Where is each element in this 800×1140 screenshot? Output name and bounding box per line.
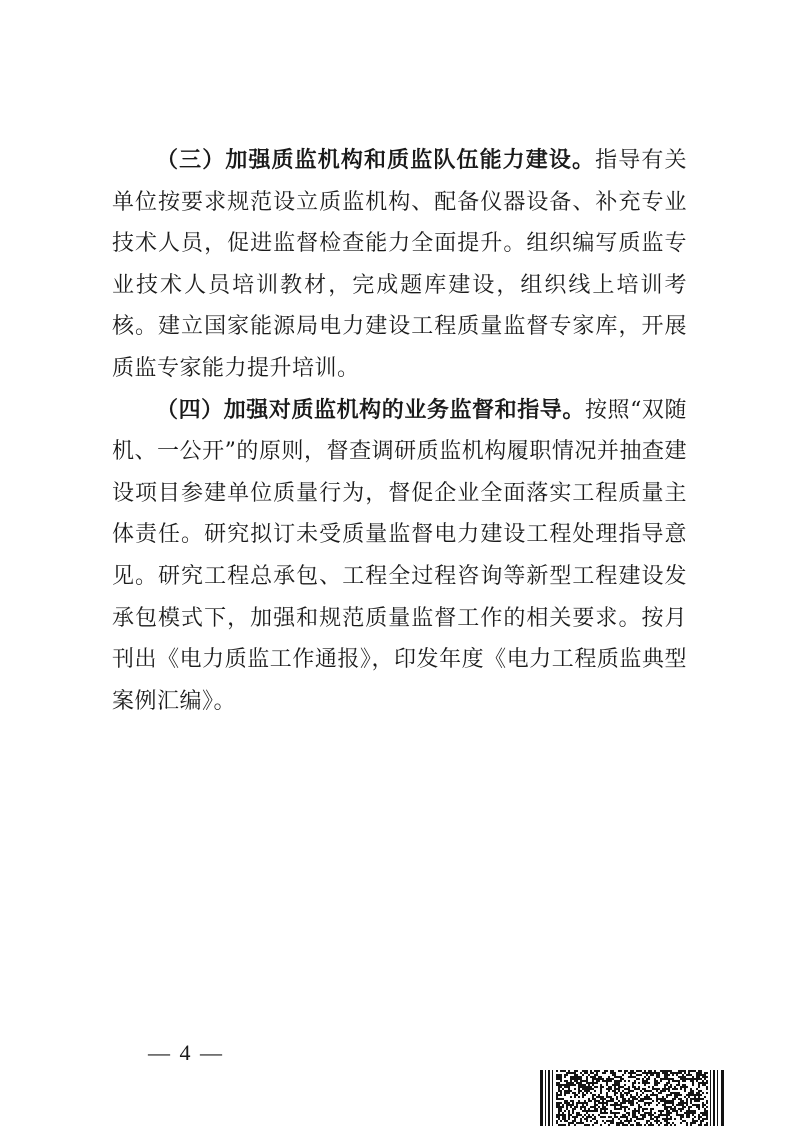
- paragraph-4-text: 按照“双随机、一公开”的原则，督查调研质监机构履职情况并抽查建设项目参建单位质量行为，督促企业全面落实工程质量主体责任。研究拟订未受质量监督电力建设工程处理指导意见。研究工程总承包、工程全过程咨询等新型工程建设发承包模式下，加强和规范质量监督工作的相关要求。按月刊出《电力质监工作通报》，印发年度《电力工程质监典型案例汇编》。: [112, 397, 687, 714]
- paragraph-3: [112, 140, 687, 390]
- paragraph-4-heading: （四）加强对质监机构的业务监督和指导。: [156, 396, 585, 423]
- paragraph-3-text: 指导有关单位按要求规范设立质监机构、配备仪器设备、补充专业技术人员，促进监督检查能力全面提升。组织编写质监专业技术人员培训教材，完成题库建设，组织线上培训考核。建立国家能源局电力建设工程质量监督专家库，开展质监专家能力提升培训。: [112, 148, 687, 381]
- body-text: [112, 140, 687, 722]
- paragraph-4: [112, 390, 687, 723]
- barcode-image: [540, 1070, 725, 1126]
- paragraph-3-heading: （三）加强质监机构和质监队伍能力建设。: [156, 147, 596, 173]
- page-number: — 4 —: [148, 1040, 224, 1065]
